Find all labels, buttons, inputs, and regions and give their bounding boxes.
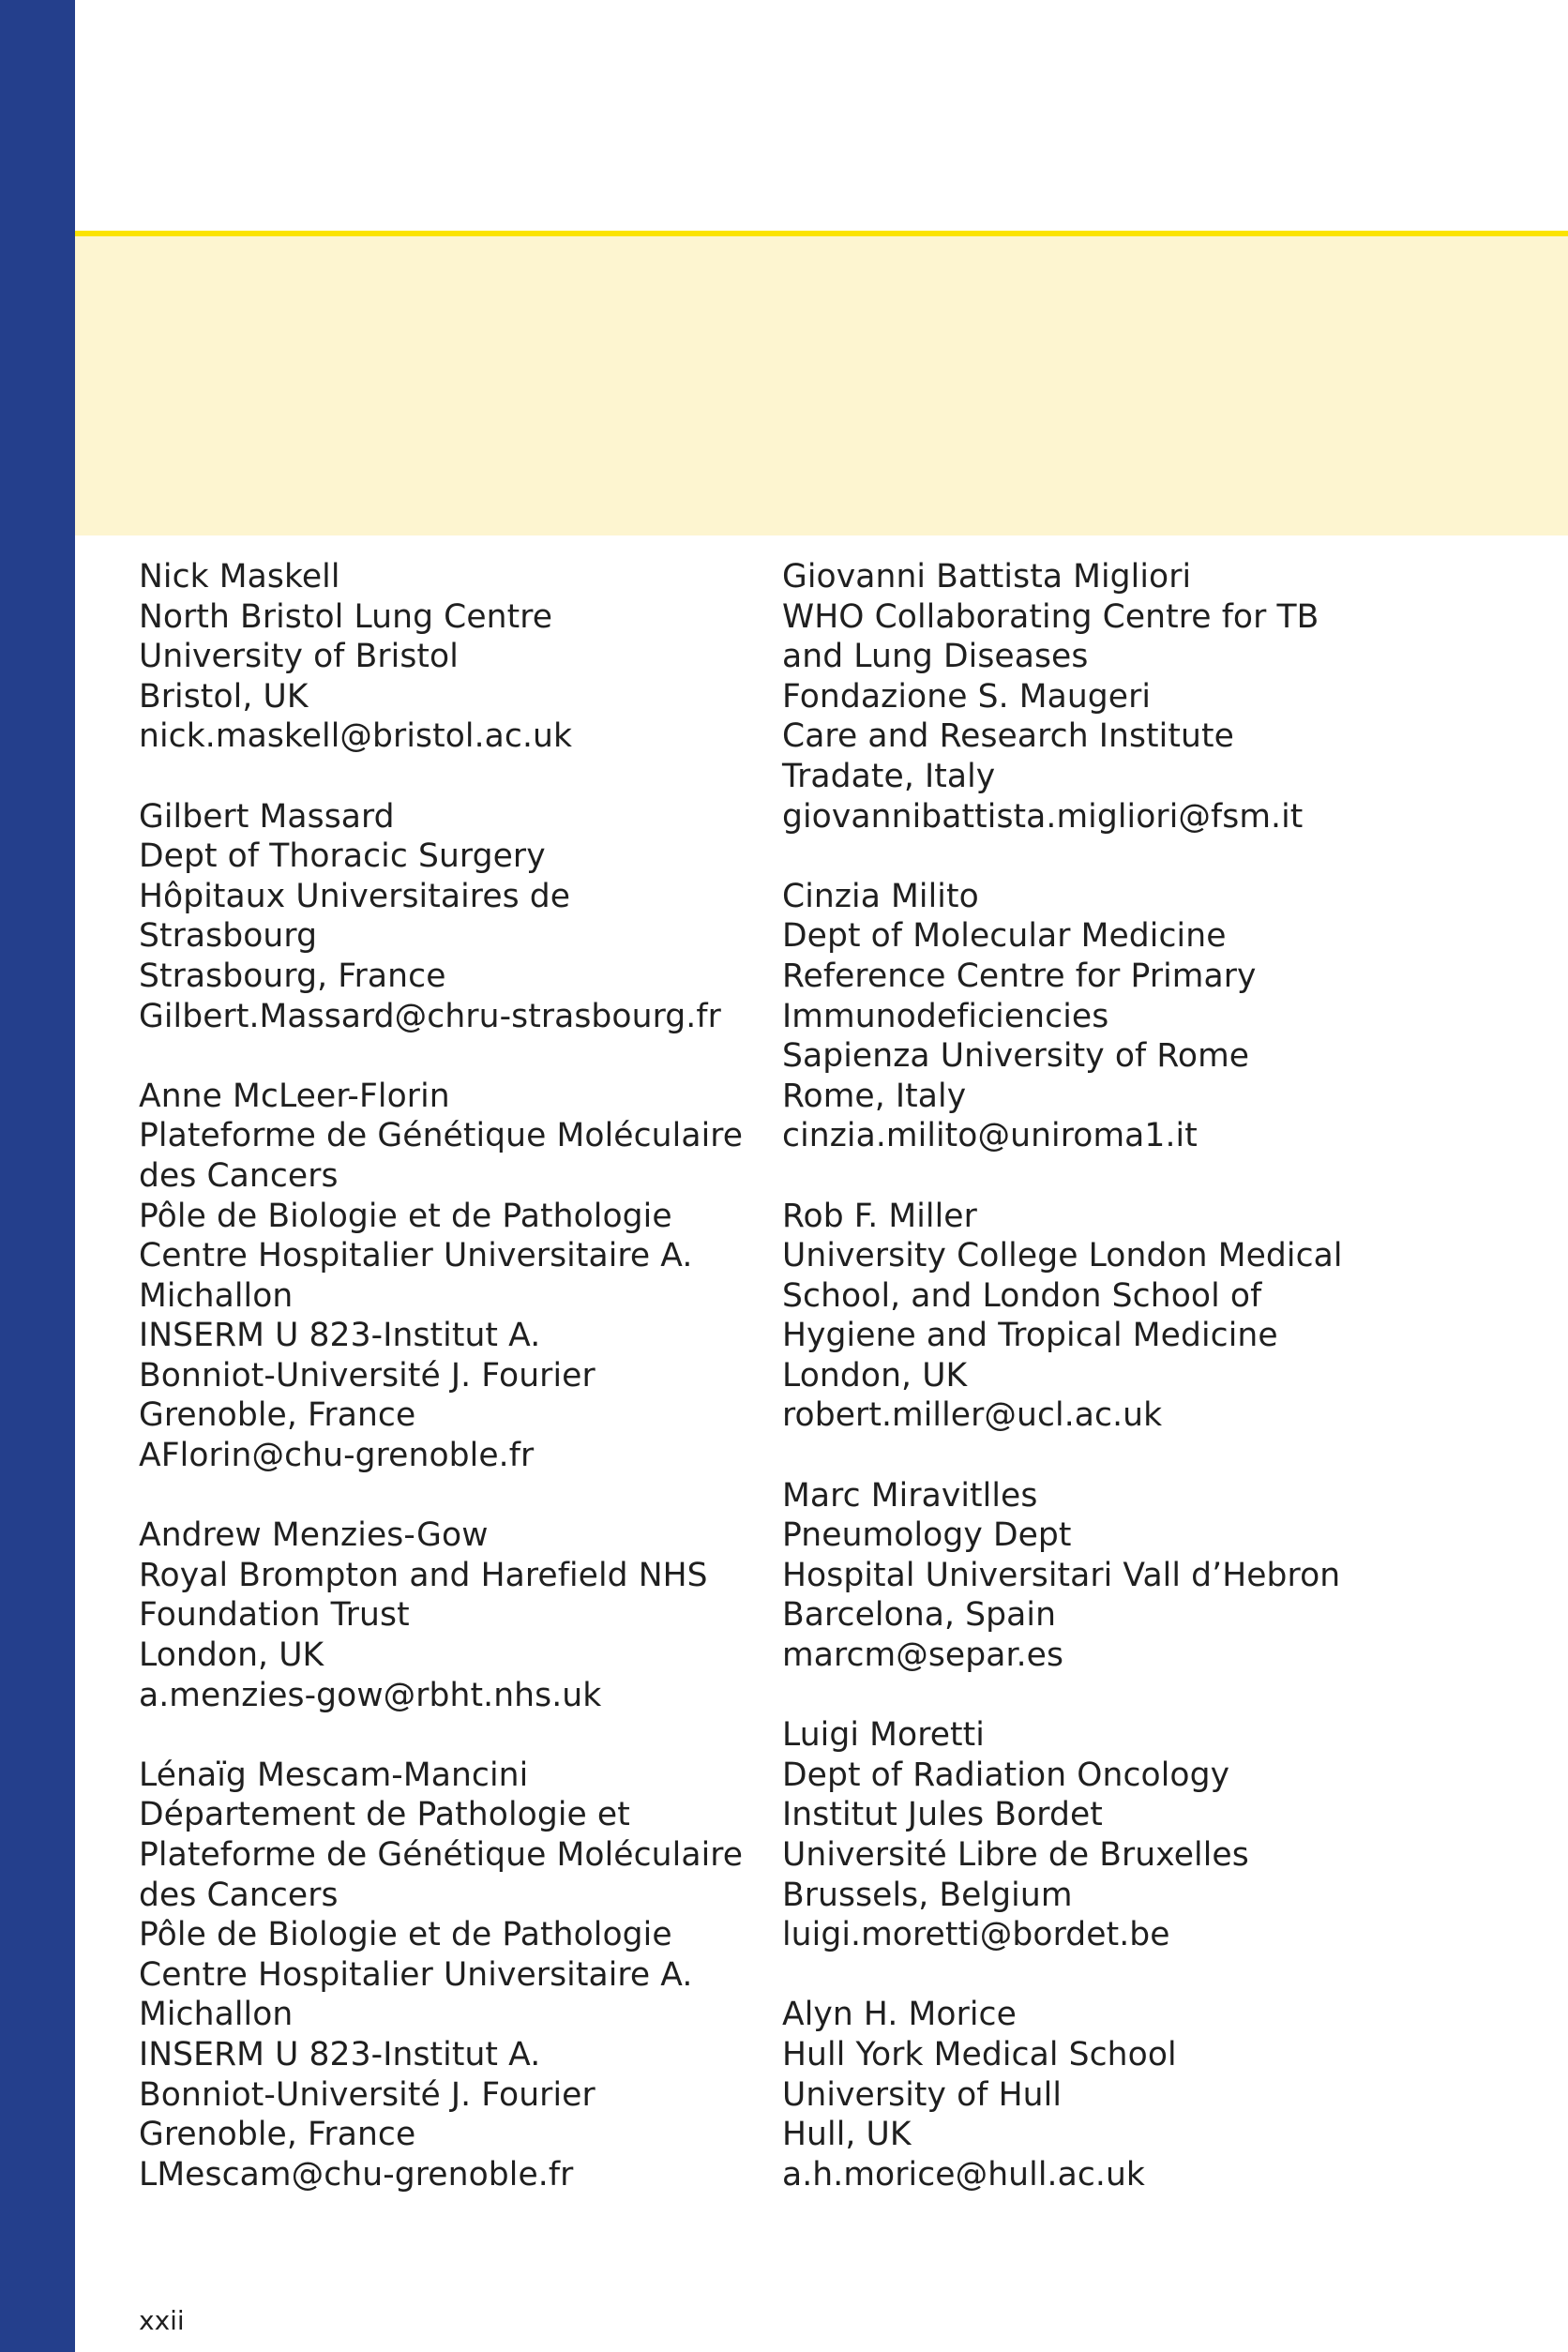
location-line: Tradate, Italy [782, 757, 996, 795]
contributor-entry [782, 1476, 1457, 1676]
contributor-name: Luigi Moretti [782, 1716, 985, 1755]
contributor-name: Nick Maskell [139, 558, 340, 596]
email-address: marcm@separ.es [782, 1636, 1064, 1675]
contributor-entry [139, 1756, 748, 2195]
contributor-entry [782, 1715, 1457, 1955]
email-address: cinzia.milito@uniroma1.it [782, 1117, 1198, 1155]
affiliation-line: Bonniot-Université J. Fourier [139, 1356, 596, 1395]
affiliation-line: des Cancers [139, 1156, 339, 1195]
affiliation-line: INSERM U 823-Institut A. [139, 2035, 541, 2073]
affiliation-line: Reference Centre for Primary [782, 957, 1257, 995]
email-address: Gilbert.Massard@chru-strasbourg.fr [139, 997, 721, 1035]
contributor-name: Lénaïg Mescam-Mancini [139, 1756, 529, 1794]
location-line: Barcelona, Spain [782, 1596, 1057, 1635]
page-number: xxii [139, 2305, 185, 2336]
location-line: London, UK [139, 1636, 324, 1675]
contributor-name: Rob F. Miller [782, 1197, 977, 1235]
affiliation-line: Pôle de Biologie et de Pathologie [139, 1197, 672, 1235]
affiliation-line: Centre Hospitalier Universitaire A. [139, 1237, 693, 1275]
email-address: giovannibattista.migliori@fsm.it [782, 797, 1304, 836]
contributor-name: Cinzia Milito [782, 877, 979, 915]
affiliation-line: Hospital Universitari Vall d’Hebron [782, 1556, 1341, 1594]
affiliation-line: Fondazione S. Maugeri [782, 677, 1152, 716]
contributors-column-right [782, 557, 1457, 2235]
contributor-name: Andrew Menzies-Gow [139, 1516, 489, 1555]
contributor-entry [782, 877, 1457, 1156]
affiliation-line: Dept of Radiation Oncology [782, 1756, 1230, 1794]
affiliation-line: University of Hull [782, 2075, 1062, 2114]
affiliation-line: Département de Pathologie et [139, 1796, 630, 1834]
affiliation-line: Dept of Molecular Medicine [782, 917, 1227, 956]
affiliation-line: Foundation Trust [139, 1596, 410, 1635]
contributor-entry [139, 1515, 748, 1715]
affiliation-line: Hull York Medical School [782, 2035, 1177, 2073]
affiliation-line: Strasbourg [139, 917, 318, 956]
affiliation-line: WHO Collaborating Centre for TB [782, 597, 1319, 636]
affiliation-line: Royal Brompton and Harefield NHS [139, 1556, 708, 1594]
contributor-entry [139, 797, 748, 1037]
email-address: nick.maskell@bristol.ac.uk [139, 717, 573, 756]
affiliation-line: North Bristol Lung Centre [139, 597, 553, 636]
affiliation-line: Sapienza University of Rome [782, 1037, 1250, 1076]
affiliation-line: University College London Medical [782, 1237, 1343, 1275]
contributor-name: Anne McLeer-Florin [139, 1077, 450, 1115]
contributor-name: Alyn H. Morice [782, 1996, 1017, 2034]
location-line: Strasbourg, France [139, 957, 446, 995]
email-address: robert.miller@ucl.ac.uk [782, 1396, 1163, 1435]
contributor-name: Marc Miravitlles [782, 1476, 1038, 1515]
affiliation-line: Dept of Thoracic Surgery [139, 837, 546, 876]
affiliation-line: and Lung Diseases [782, 638, 1089, 676]
affiliation-line: Immunodeficiencies [782, 997, 1109, 1035]
contributor-entry [139, 1077, 748, 1476]
contributor-entry [782, 1995, 1457, 2194]
contributor-entry [782, 557, 1457, 837]
affiliation-line: University of Bristol [139, 638, 459, 676]
location-line: Hull, UK [782, 2116, 912, 2154]
affiliation-line: Institut Jules Bordet [782, 1796, 1103, 1834]
email-address: a.h.morice@hull.ac.uk [782, 2155, 1146, 2194]
email-address: a.menzies-gow@rbht.nhs.uk [139, 1676, 602, 1714]
location-line: London, UK [782, 1356, 968, 1395]
affiliation-line: School, and London School of [782, 1276, 1262, 1315]
location-line: Rome, Italy [782, 1077, 967, 1115]
affiliation-line: Hygiene and Tropical Medicine [782, 1317, 1278, 1355]
contributor-name: Gilbert Massard [139, 797, 395, 836]
affiliation-line: Michallon [139, 1276, 294, 1315]
contributor-entry [782, 1197, 1457, 1437]
affiliation-line: Pôle de Biologie et de Pathologie [139, 1916, 672, 1954]
affiliation-line: Hôpitaux Universitaires de [139, 877, 571, 915]
affiliation-line: Care and Research Institute [782, 717, 1234, 756]
location-line: Grenoble, France [139, 1396, 416, 1435]
contributor-entry [139, 557, 748, 757]
email-address: AFlorin@chu-grenoble.fr [139, 1437, 535, 1475]
affiliation-line: des Cancers [139, 1876, 339, 1914]
affiliation-line: Centre Hospitalier Universitaire A. [139, 1955, 693, 1994]
affiliation-line: Pneumology Dept [782, 1516, 1072, 1555]
location-line: Brussels, Belgium [782, 1876, 1073, 1914]
affiliation-line: INSERM U 823-Institut A. [139, 1317, 541, 1355]
email-address: luigi.moretti@bordet.be [782, 1916, 1170, 1954]
left-color-bar [0, 0, 75, 2352]
location-line: Grenoble, France [139, 2116, 416, 2154]
affiliation-line: Bonniot-Université J. Fourier [139, 2075, 596, 2114]
header-band [75, 231, 1568, 535]
contributors-column-left [139, 557, 748, 2235]
affiliation-line: Plateforme de Génétique Moléculaire [139, 1836, 744, 1874]
contributor-name: Giovanni Battista Migliori [782, 558, 1192, 596]
affiliation-line: Michallon [139, 1996, 294, 2034]
email-address: LMescam@chu-grenoble.fr [139, 2155, 574, 2194]
location-line: Bristol, UK [139, 677, 309, 716]
affiliation-line: Plateforme de Génétique Moléculaire [139, 1117, 744, 1155]
affiliation-line: Université Libre de Bruxelles [782, 1836, 1249, 1874]
